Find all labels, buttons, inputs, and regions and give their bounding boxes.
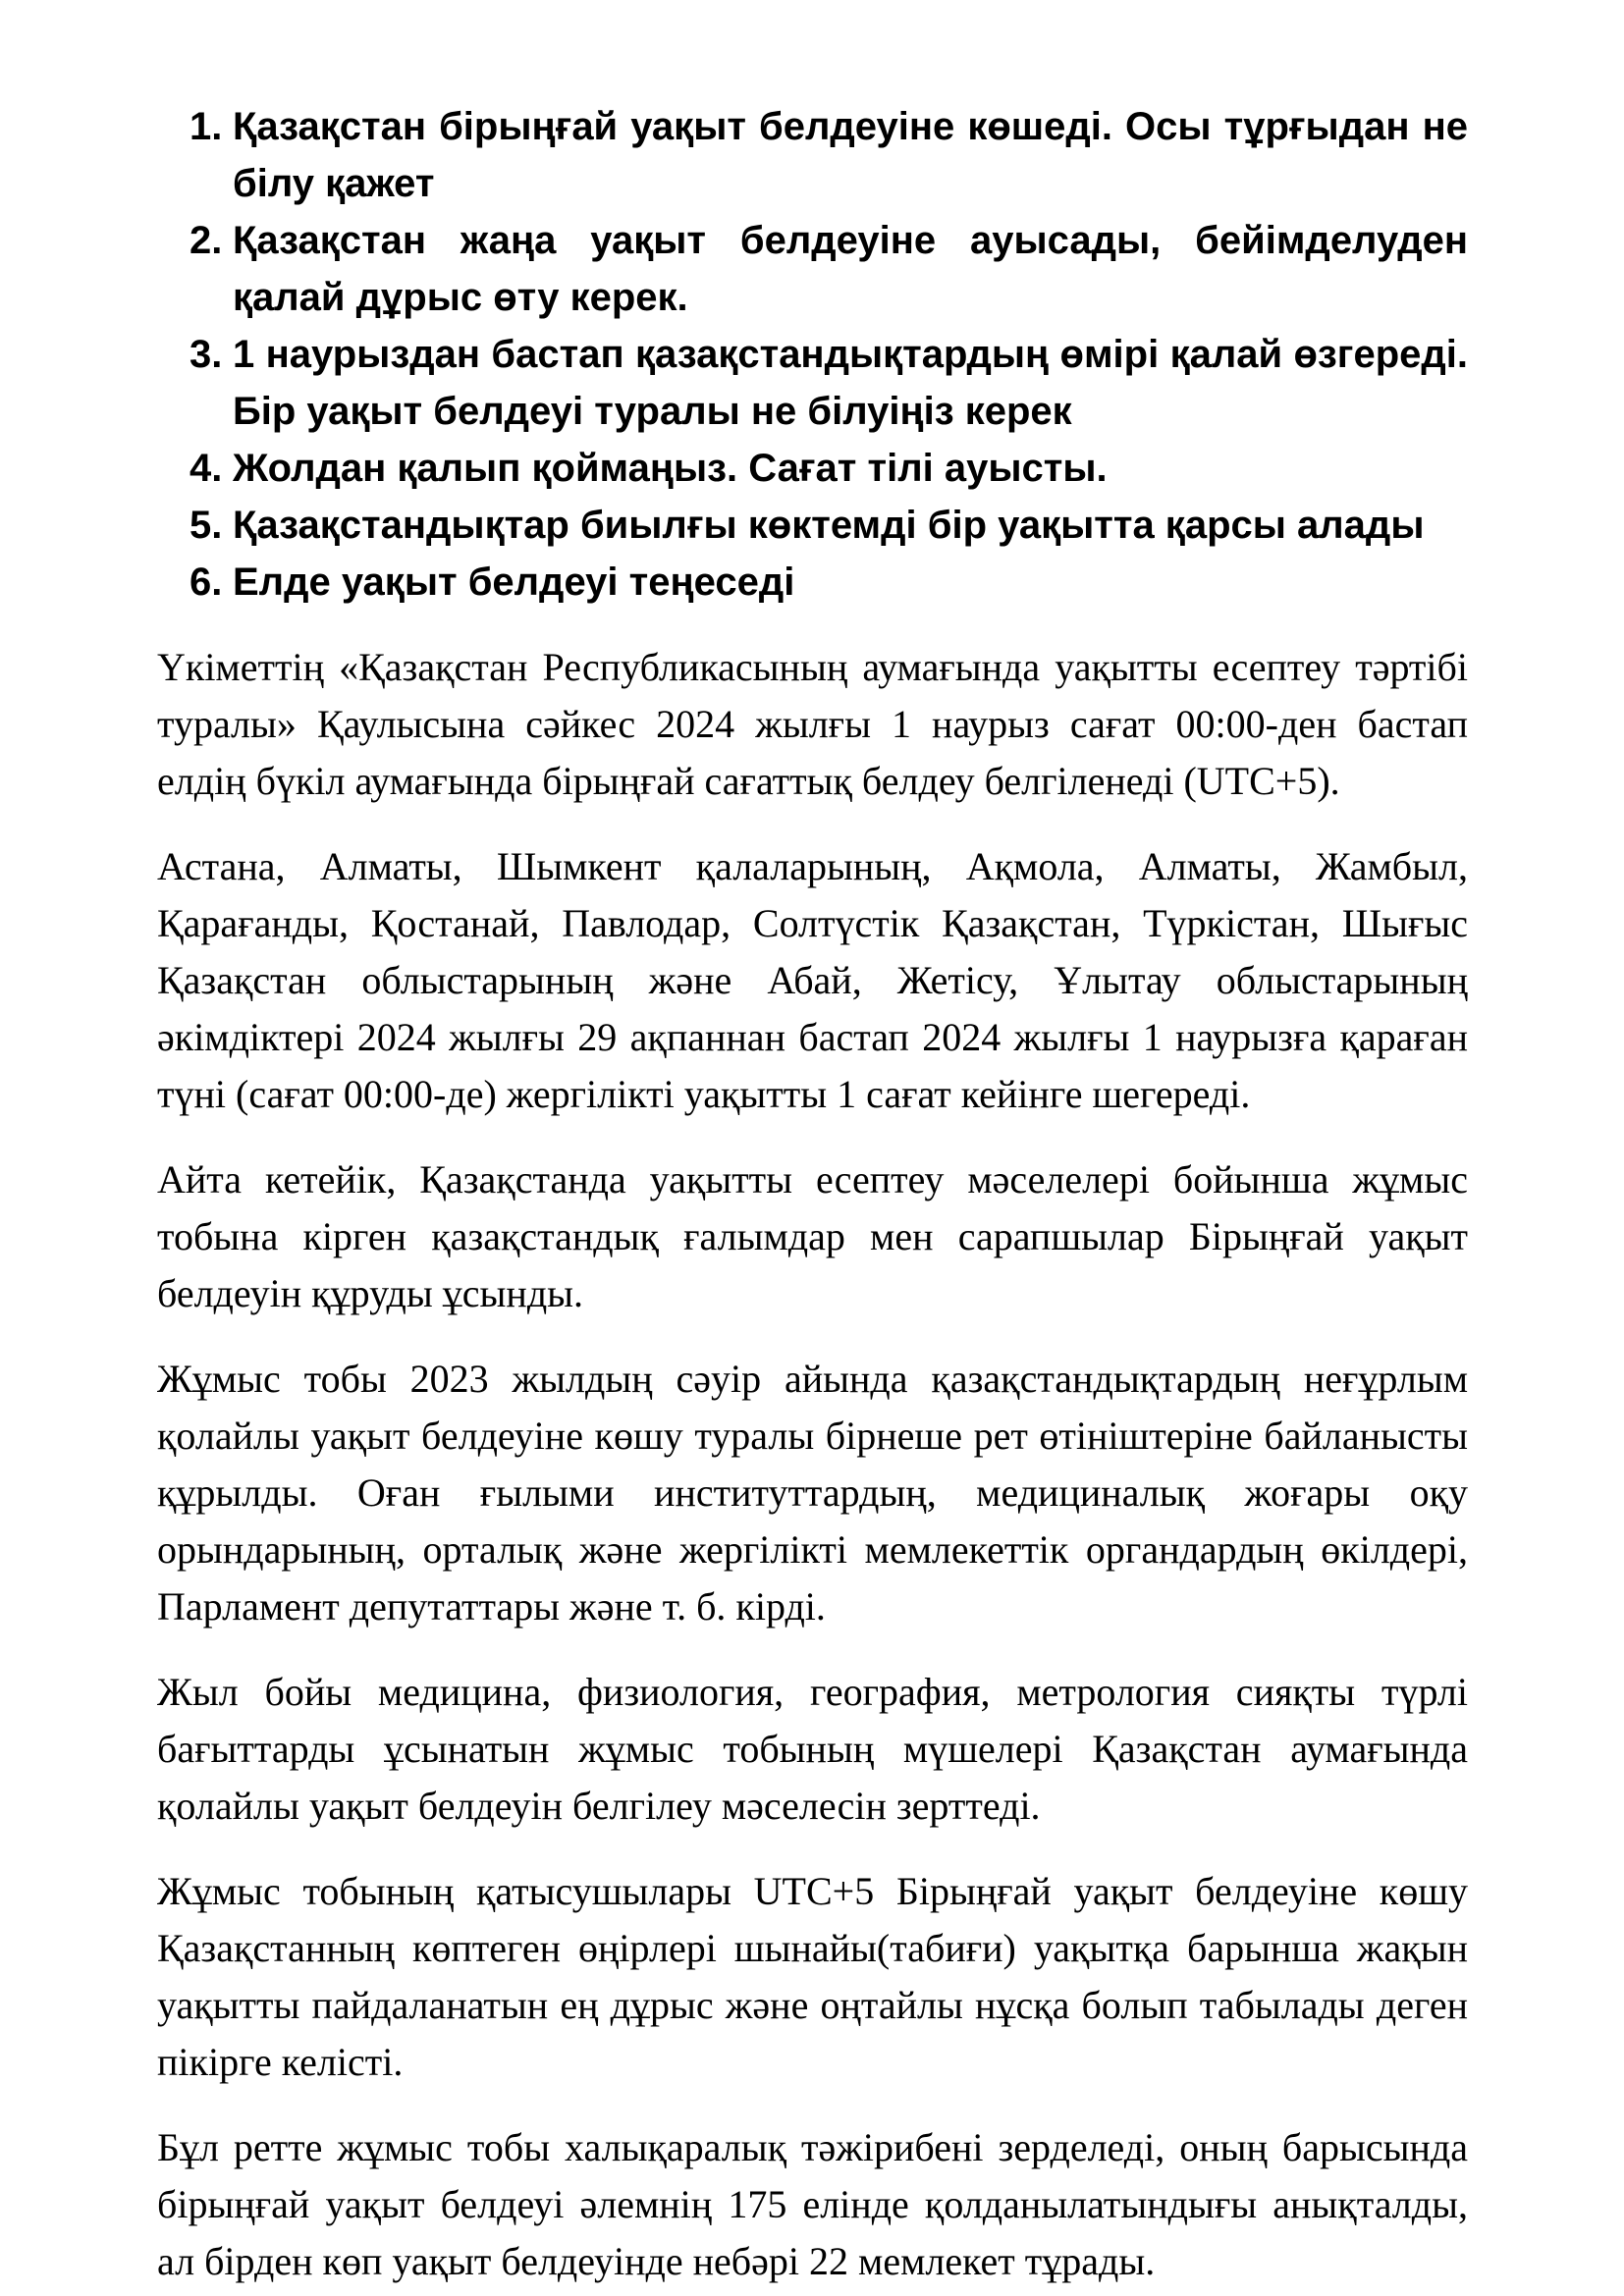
list-item-text: 1 наурыздан бастап қазақстандықтардың өмірі қалай өзгереді. Бір уақыт белдеуі туралы не білуіңіз керек <box>233 333 1468 433</box>
list-item-text: Қазақстан жаңа уақыт белдеуіне ауысады, бейімделуден қалай дұрыс өту керек. <box>233 219 1468 319</box>
paragraph: Бұл ретте жұмыс тобы халықаралық тәжірибені зерделеді, оның барысында бірыңғай уақыт белдеуі әлемнің 175 елінде қолданылатындығы анықталды, ал бірден көп уақыт белдеуінде небәрі 22 мемлекет тұрады. <box>157 2125 1468 2283</box>
list-item-number: 2. <box>189 219 223 262</box>
list-item <box>157 212 1468 326</box>
list-item-number: 5. <box>189 504 223 547</box>
paragraph: Астана, Алматы, Шымкент қалаларының, Ақмола, Алматы, Жамбыл, Қарағанды, Қостанай, Павлодар, Солтүстік Қазақстан, Түркістан, Шығыс Қазақстан облыстарының және Абай, Жетісу, Ұлытау облыстарының әкімдіктері 2024 жылғы 29 ақпаннан бастап 2024 жылғы 1 наурызға қараған түні (сағат 00:00-де) жергілікті уақытты 1 сағат кейінге шегереді. <box>157 844 1468 1116</box>
headline-list <box>157 98 1468 611</box>
list-item <box>157 440 1468 497</box>
paragraph: Үкіметтің «Қазақстан Республикасының аумағында уақытты есептеу тәртібі туралы» Қаулысына сәйкес 2024 жылғы 1 наурыз сағат 00:00-ден бастап елдің бүкіл аумағында бірыңғай сағаттық белдеу белгіленеді (UTC+5). <box>157 645 1468 803</box>
paragraph: Айта кетейік, Қазақстанда уақытты есептеу мәселелері бойынша жұмыс тобына кірген қазақстандық ғалымдар мен сарапшылар Бірыңғай уақыт белдеуін құруды ұсынды. <box>157 1157 1468 1315</box>
paragraph: Жұмыс тобы 2023 жылдың сәуір айында қазақстандықтардың неғұрлым қолайлы уақыт белдеуіне көшу туралы бірнеше рет өтініштеріне байланысты құрылды. Оған ғылыми институттардың, медициналық жоғары оқу орындарының, орталық және жергілікті мемлекеттік органдардың өкілдері, Парламент депутаттары және т. б. кірді. <box>157 1357 1468 1629</box>
list-item <box>157 326 1468 440</box>
list-item-number: 1. <box>189 105 223 148</box>
list-item <box>157 554 1468 611</box>
paragraph: Жұмыс тобының қатысушылары UTC+5 Бірыңғай уақыт белдеуіне көшу Қазақстанның көптеген өңірлері шынайы(табиғи) уақытқа барынша жақын уақытты пайдаланатын ең дұрыс және оңтайлы нұсқа болып табылады деген пікірге келісті. <box>157 1869 1468 2084</box>
list-item-text: Қазақстан бірыңғай уақыт белдеуіне көшеді. Осы тұрғыдан не білу қажет <box>233 105 1468 205</box>
list-item-number: 6. <box>189 561 223 604</box>
list-item-number: 3. <box>189 333 223 376</box>
list-item-text: Елде уақыт белдеуі теңеседі <box>233 561 795 604</box>
list-item <box>157 98 1468 212</box>
list-item <box>157 497 1468 554</box>
list-item-number: 4. <box>189 447 223 490</box>
paragraph: Жыл бойы медицина, физиология, география, метрология сияқты түрлі бағыттарды ұсынатын жұмыс тобының мүшелері Қазақстан аумағында қолайлы уақыт белдеуін белгілеу мәселесін зерттеді. <box>157 1670 1468 1828</box>
list-item-text: Қазақстандықтар биылғы көктемді бір уақытта қарсы алады <box>233 504 1425 547</box>
list-item-text: Жолдан қалып қоймаңыз. Сағат тілі ауысты. <box>233 447 1108 490</box>
